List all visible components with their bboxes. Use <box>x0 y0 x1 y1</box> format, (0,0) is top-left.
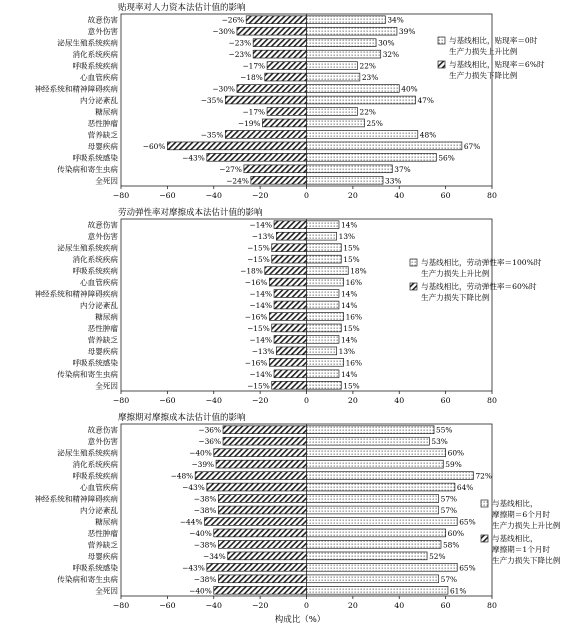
value-label: −35% <box>200 96 224 105</box>
x-tick-label: −40 <box>205 601 222 610</box>
value-label: −26% <box>221 15 245 25</box>
value-label: −40% <box>189 586 212 596</box>
bar-decrease <box>272 381 307 389</box>
value-label: 60% <box>447 528 465 538</box>
bar-increase <box>307 313 344 321</box>
bar-increase <box>307 232 337 240</box>
bar-increase <box>307 267 349 275</box>
panel-1-labels <box>34 15 118 186</box>
value-label: −16% <box>244 278 268 288</box>
bar-increase <box>307 324 342 332</box>
category-label: 营养缺乏 <box>87 540 118 550</box>
value-label: −38% <box>193 574 217 584</box>
x-tick-label: −40 <box>205 191 222 200</box>
bar-increase <box>307 472 474 480</box>
value-label: 16% <box>345 278 363 288</box>
panel-3-bars <box>195 426 476 594</box>
bar-increase <box>307 460 444 468</box>
category-label: 意外伤害 <box>87 232 118 242</box>
bar-decrease <box>267 108 306 116</box>
bar-decrease <box>216 460 306 468</box>
value-label: 18% <box>350 266 367 276</box>
value-label: 61% <box>449 586 467 596</box>
bar-decrease <box>274 370 306 378</box>
bar-decrease <box>272 324 307 332</box>
value-label: −15% <box>247 323 270 333</box>
bar-decrease <box>218 541 306 549</box>
value-label: −24% <box>226 176 249 186</box>
legend-text: 生产力损失上升比例 <box>492 521 561 530</box>
legend-swatch-dotted <box>438 37 445 44</box>
value-label: 55% <box>436 425 453 435</box>
category-label: 母婴疾病 <box>87 141 118 151</box>
value-label: 14% <box>340 301 358 310</box>
category-label: 全死因 <box>95 176 118 186</box>
category-label: 泌尿生殖系统疾病 <box>57 38 118 48</box>
bar-increase <box>307 563 458 571</box>
value-label: 22% <box>359 61 376 71</box>
bar-increase <box>307 142 462 150</box>
category-label: 全死因 <box>95 586 118 596</box>
bar-increase <box>307 426 435 434</box>
x-tick-label: −60 <box>159 601 176 610</box>
value-label: −13% <box>251 232 275 242</box>
chart-panel-1 <box>34 2 545 200</box>
x-tick-label: −20 <box>251 191 269 200</box>
category-label: 泌尿生殖系统疾病 <box>57 243 118 253</box>
bar-decrease <box>218 506 306 514</box>
value-label: 32% <box>382 50 400 60</box>
value-label: −17% <box>242 107 266 117</box>
bar-increase <box>307 529 446 537</box>
category-label: 意外伤害 <box>87 27 118 37</box>
category-label: 呼吸系统感染 <box>72 563 118 573</box>
value-label: −15% <box>247 243 270 253</box>
bar-decrease <box>269 313 306 321</box>
value-label: 16% <box>345 358 363 368</box>
bar-decrease <box>246 16 306 24</box>
bar-decrease <box>272 255 307 263</box>
category-label: 呼吸系统疾病 <box>72 266 118 276</box>
value-label: 25% <box>366 118 383 128</box>
bar-increase <box>307 73 360 81</box>
x-tick-label: 60 <box>440 396 451 405</box>
value-label: −48% <box>170 471 194 481</box>
x-tick-label: −60 <box>159 191 176 200</box>
bar-decrease <box>269 278 306 286</box>
value-label: −14% <box>249 220 273 230</box>
category-label: 恶性肿瘤 <box>87 323 118 333</box>
category-label: 内分泌紊乱 <box>80 506 118 515</box>
value-label: 15% <box>343 323 360 333</box>
x-tick-label: 80 <box>487 601 497 610</box>
bar-decrease <box>251 176 307 184</box>
panel-1-legend <box>438 35 545 80</box>
panel-1-title: 贴现率对人力资本法估计值的影响 <box>118 3 246 13</box>
bar-increase <box>307 244 342 252</box>
category-label: 糖尿病 <box>95 312 118 322</box>
x-tick-label: −20 <box>251 601 269 610</box>
legend-text: 生产力损失上升比例 <box>449 47 518 56</box>
panel-2-legend <box>410 257 542 302</box>
bar-increase <box>307 586 448 594</box>
bar-decrease <box>267 62 306 70</box>
bar-increase <box>307 39 377 47</box>
category-label: 营养缺乏 <box>87 130 118 140</box>
value-label: −27% <box>219 164 242 174</box>
bar-decrease <box>214 586 307 594</box>
legend-text: 摩擦期＝1个月时 <box>492 545 550 554</box>
value-label: −18% <box>240 266 263 276</box>
bar-decrease <box>237 27 307 35</box>
category-label: 心血管疾病 <box>80 278 118 288</box>
value-label: −34% <box>203 551 226 561</box>
category-label: 意外伤害 <box>87 437 118 447</box>
x-tick-label: 80 <box>487 396 497 405</box>
category-label: 内分泌紊乱 <box>80 301 118 310</box>
bar-increase <box>307 85 400 93</box>
bar-increase <box>307 449 446 457</box>
value-label: 65% <box>459 563 476 573</box>
value-label: 57% <box>440 506 458 515</box>
bar-decrease <box>214 449 307 457</box>
bar-decrease <box>262 119 306 127</box>
bar-decrease <box>225 96 306 104</box>
bar-decrease <box>204 518 306 526</box>
value-label: −40% <box>189 528 212 538</box>
value-label: 13% <box>338 232 356 242</box>
bar-decrease <box>223 437 306 445</box>
x-tick-label: 80 <box>487 191 497 200</box>
bar-increase <box>307 153 437 161</box>
chart-panel-2 <box>34 207 541 405</box>
bar-increase <box>307 518 458 526</box>
bar-decrease <box>253 39 306 47</box>
bar-increase <box>307 131 418 139</box>
value-label: −30% <box>212 27 235 37</box>
bar-increase <box>307 370 339 378</box>
legend-text: 生产力损失下降比例 <box>421 293 490 302</box>
legend-swatch-hatched <box>481 535 488 542</box>
value-label: −38% <box>193 506 217 515</box>
category-label: 故意伤害 <box>87 220 118 230</box>
value-label: 15% <box>343 381 360 391</box>
value-label: −43% <box>182 153 205 163</box>
bar-decrease <box>276 232 306 240</box>
value-label: −38% <box>193 494 217 504</box>
value-label: 64% <box>456 483 474 493</box>
value-label: −36% <box>198 437 222 447</box>
legend-text: 与基线相比， <box>492 534 538 543</box>
category-label: 全死因 <box>95 381 118 391</box>
bar-increase <box>307 301 339 309</box>
bar-increase <box>307 278 344 286</box>
value-label: 56% <box>438 153 455 163</box>
bar-decrease <box>207 563 307 571</box>
bar-decrease <box>253 50 306 58</box>
value-label: −43% <box>182 563 205 573</box>
category-label: 传染病和寄生虫病 <box>57 574 118 584</box>
bar-increase <box>307 437 430 445</box>
x-tick-label: −80 <box>112 396 130 405</box>
bar-decrease <box>274 301 306 309</box>
bar-increase <box>307 336 339 344</box>
panel-3-title: 摩擦期对摩擦成本法估计值的影响 <box>118 413 246 423</box>
panel-2-bars <box>265 221 348 389</box>
bar-increase <box>307 27 397 35</box>
value-label: 52% <box>429 551 446 561</box>
x-tick-label: 60 <box>440 191 451 200</box>
bar-increase <box>307 16 386 24</box>
value-label: 59% <box>445 460 462 470</box>
x-tick-label: 20 <box>347 191 358 200</box>
category-label: 传染病和寄生虫病 <box>57 369 118 379</box>
value-label: −19% <box>237 118 261 128</box>
bar-decrease <box>265 73 307 81</box>
value-label: 33% <box>385 176 402 186</box>
value-label: −14% <box>249 335 273 345</box>
value-label: 37% <box>394 164 411 174</box>
x-tick-label: 20 <box>347 601 358 610</box>
bar-increase <box>307 96 416 104</box>
bar-decrease <box>214 529 307 537</box>
bar-decrease <box>218 575 306 583</box>
value-label: −44% <box>179 517 203 527</box>
value-label: 53% <box>431 437 448 447</box>
x-tick-label: −60 <box>159 396 176 405</box>
value-label: −15% <box>247 255 270 265</box>
legend-swatch-hatched <box>438 61 445 68</box>
value-label: −16% <box>244 358 268 368</box>
value-label: −40% <box>189 448 212 458</box>
category-label: 神经系统和精神障碍疾病 <box>34 84 118 94</box>
value-label: 58% <box>442 540 460 550</box>
category-label: 呼吸系统感染 <box>72 153 118 163</box>
panel-2-labels <box>34 220 118 391</box>
category-label: 传染病和寄生虫病 <box>57 164 118 174</box>
value-label: 60% <box>447 448 465 458</box>
value-label: 23% <box>361 73 379 83</box>
value-label: −36% <box>198 425 222 435</box>
x-tick-label: −40 <box>205 396 222 405</box>
value-label: 14% <box>340 369 358 379</box>
bar-decrease <box>223 426 306 434</box>
value-label: 47% <box>417 96 434 105</box>
bar-increase <box>307 541 441 549</box>
bar-increase <box>307 347 337 355</box>
category-label: 消化系统疾病 <box>72 255 118 265</box>
category-label: 神经系统和精神障碍疾病 <box>34 289 118 299</box>
x-tick-label: 40 <box>394 601 405 610</box>
x-axis-label: 构成比（%） <box>274 615 326 625</box>
value-label: 72% <box>475 471 492 481</box>
value-label: 48% <box>419 130 437 140</box>
bar-decrease <box>237 85 307 93</box>
legend-text: 与基线相比，贴现率＝0时 <box>449 36 538 45</box>
value-label: 22% <box>359 107 376 117</box>
panel-2-title: 劳动弹性率对摩擦成本法估计值的影响 <box>118 208 263 218</box>
value-label: 57% <box>440 574 458 584</box>
value-label: −23% <box>228 38 252 48</box>
bar-increase <box>307 495 439 503</box>
bar-increase <box>307 483 455 491</box>
panel-3-ticks <box>113 596 497 610</box>
bar-decrease <box>218 495 306 503</box>
x-tick-label: 20 <box>347 396 358 405</box>
value-label: −17% <box>242 61 266 71</box>
value-label: −35% <box>200 130 224 140</box>
x-tick-label: −20 <box>251 396 269 405</box>
bar-decrease <box>269 358 306 366</box>
legend-text: 摩擦期＝6个月时 <box>492 510 550 519</box>
bar-decrease <box>167 142 306 150</box>
legend-swatch-hatched <box>410 283 417 290</box>
bar-increase <box>307 176 384 184</box>
x-tick-label: −80 <box>112 601 130 610</box>
legend-text: 生产力损失下降比例 <box>449 71 518 80</box>
value-label: 14% <box>340 220 358 230</box>
legend-text: 与基线相比，劳动弹性率＝100%时 <box>421 258 542 267</box>
bar-decrease <box>276 347 306 355</box>
bar-increase <box>307 165 393 173</box>
value-label: 30% <box>378 38 395 48</box>
panel-3-legend <box>481 498 561 565</box>
value-label: −39% <box>191 460 215 470</box>
value-label: 13% <box>338 346 356 356</box>
bar-increase <box>307 50 381 58</box>
value-label: 57% <box>440 494 458 504</box>
bar-increase <box>307 62 358 70</box>
bar-increase <box>307 358 344 366</box>
category-label: 恶性肿瘤 <box>87 118 118 128</box>
legend-text: 生产力损失上升比例 <box>421 269 490 278</box>
bar-increase <box>307 108 358 116</box>
category-label: 故意伤害 <box>87 425 118 435</box>
bar-decrease <box>244 165 307 173</box>
value-label: 14% <box>340 289 358 299</box>
value-label: −30% <box>212 84 235 94</box>
category-label: 糖尿病 <box>95 517 118 527</box>
bar-increase <box>307 119 365 127</box>
category-label: 呼吸系统感染 <box>72 358 118 368</box>
legend-text: 与基线相比，劳动弹性率＝60%时 <box>421 282 537 291</box>
value-label: −13% <box>251 346 275 356</box>
value-label: 40% <box>401 84 418 94</box>
category-label: 神经系统和精神障碍疾病 <box>34 494 118 504</box>
chart-panel-3 <box>34 412 560 610</box>
value-label: 14% <box>340 335 358 345</box>
value-label: 65% <box>459 517 476 527</box>
category-label: 心血管疾病 <box>80 73 118 83</box>
x-tick-label: 0 <box>304 601 309 610</box>
category-label: 糖尿病 <box>95 107 118 117</box>
value-label: 15% <box>343 255 360 265</box>
category-label: 恶性肿瘤 <box>87 528 118 538</box>
bar-increase <box>307 221 339 229</box>
bar-decrease <box>228 552 307 560</box>
legend-swatch-dotted <box>410 259 417 266</box>
bar-decrease <box>195 472 306 480</box>
value-label: 34% <box>387 15 404 25</box>
value-label: −16% <box>244 312 268 322</box>
value-label: 15% <box>343 243 360 253</box>
value-label: −14% <box>249 369 273 379</box>
value-label: −38% <box>193 540 217 550</box>
bar-increase <box>307 552 428 560</box>
x-tick-label: 0 <box>304 191 309 200</box>
category-label: 心血管疾病 <box>80 483 118 493</box>
category-label: 消化系统疾病 <box>72 50 118 60</box>
panel-1-ticks <box>113 186 497 200</box>
value-label: −43% <box>182 483 205 493</box>
panel-3-labels <box>34 425 118 596</box>
bar-decrease <box>274 221 306 229</box>
category-label: 母婴疾病 <box>87 346 118 356</box>
value-label: −15% <box>247 381 270 391</box>
bar-decrease <box>274 336 306 344</box>
category-label: 故意伤害 <box>87 15 118 25</box>
legend-text: 与基线相比， <box>492 499 538 508</box>
x-tick-label: 60 <box>440 601 451 610</box>
legend-text: 与基线相比，贴现率＝6%时 <box>449 60 545 69</box>
bar-decrease <box>272 244 307 252</box>
value-label: −23% <box>228 50 252 60</box>
category-label: 呼吸系统疾病 <box>72 61 118 71</box>
bar-decrease <box>207 153 307 161</box>
x-tick-label: 40 <box>394 396 405 405</box>
x-tick-label: −80 <box>112 191 130 200</box>
value-label: −18% <box>240 73 263 83</box>
bar-decrease <box>207 483 307 491</box>
legend-text: 生产力损失下降比例 <box>492 556 561 565</box>
category-label: 营养缺乏 <box>87 335 118 345</box>
value-label: 39% <box>398 27 416 37</box>
x-tick-label: 40 <box>394 191 405 200</box>
legend-swatch-dotted <box>481 500 488 507</box>
panel-2-ticks <box>113 391 497 405</box>
bar-increase <box>307 381 342 389</box>
bar-decrease <box>225 131 306 139</box>
value-label: −14% <box>249 289 273 299</box>
bar-decrease <box>274 290 306 298</box>
category-label: 消化系统疾病 <box>72 460 118 470</box>
bar-increase <box>307 290 339 298</box>
category-label: 内分泌紊乱 <box>80 96 118 105</box>
category-label: 呼吸系统疾病 <box>72 471 118 481</box>
x-tick-label: 0 <box>304 396 309 405</box>
category-label: 母婴疾病 <box>87 551 118 561</box>
value-label: 16% <box>345 312 363 322</box>
value-label: −60% <box>142 141 166 151</box>
bar-decrease <box>265 267 307 275</box>
category-label: 泌尿生殖系统疾病 <box>57 448 118 458</box>
bar-increase <box>307 575 439 583</box>
bar-increase <box>307 506 439 514</box>
bar-increase <box>307 255 342 263</box>
value-label: −14% <box>249 301 273 310</box>
value-label: 67% <box>463 141 481 151</box>
